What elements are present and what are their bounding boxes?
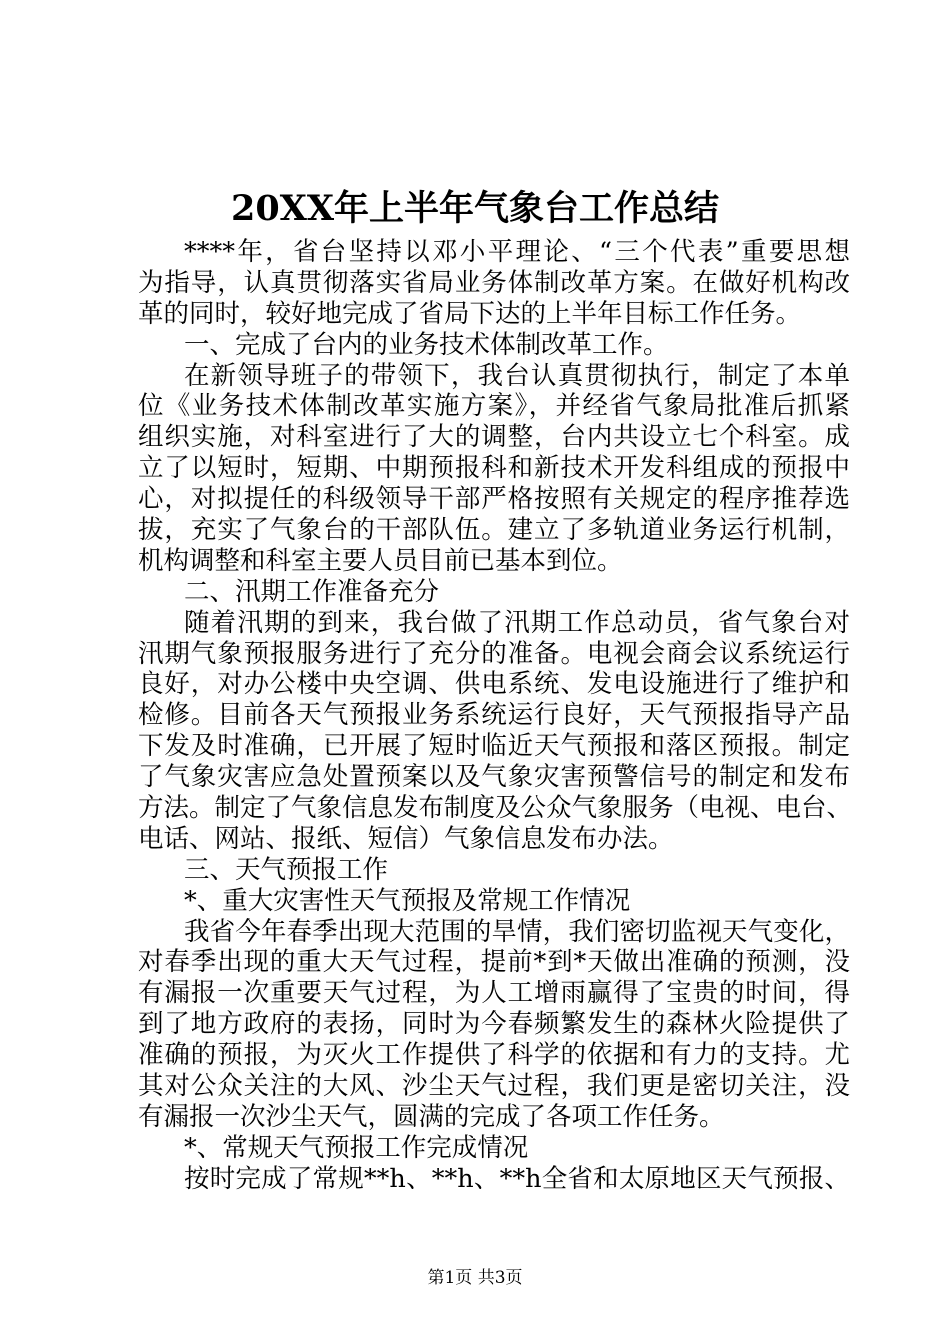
body-line: 拔，充实了气象台的干部队伍。建立了多轨道业务运行机制， — [138, 515, 850, 546]
body-line: 位《业务技术体制改革实施方案》，并经省气象局批准后抓紧 — [138, 391, 850, 422]
body-line: 其对公众关注的大风、沙尘天气过程，我们更是密切关注，没 — [138, 1071, 850, 1102]
body-line: 在新领导班子的带领下，我台认真贯彻执行，制定了本单 — [184, 360, 850, 391]
body-line: 对春季出现的重大天气过程，提前*到*天做出准确的预测，没 — [138, 947, 850, 978]
body-line: 为指导，认真贯彻落实省局业务体制改革方案。在做好机构改 — [138, 267, 850, 298]
body-line: 心，对拟提任的科级领导干部严格按照有关规定的程序推荐选 — [138, 484, 850, 515]
body-line: 组织实施，对科室进行了大的调整，台内共设立七个科室。成 — [138, 422, 850, 453]
body-line: 良好，对办公楼中央空调、供电系统、发电设施进行了维护和 — [138, 669, 850, 700]
body-line: 汛期气象预报服务进行了充分的准备。电视会商会议系统运行 — [138, 638, 850, 669]
section-heading: 三、天气预报工作 — [184, 854, 389, 885]
body-line: 有漏报一次沙尘天气，圆满的完成了各项工作任务。 — [138, 1101, 725, 1132]
body-line: 下发及时准确，已开展了短时临近天气预报和落区预报。制定 — [138, 731, 850, 762]
body-line: 革的同时，较好地完成了省局下达的上半年目标工作任务。 — [138, 298, 802, 329]
body-line: ****年，省台坚持以邓小平理论、“三个代表”重要思想 — [184, 237, 850, 267]
section-heading: 二、汛期工作准备充分 — [184, 576, 440, 607]
subsection-heading: *、重大灾害性天气预报及常规工作情况 — [184, 885, 631, 916]
body-line: 方法。制定了气象信息发布制度及公众气象服务（电视、电台、 — [138, 793, 853, 824]
body-line: 了气象灾害应急处置预案以及气象灾害预警信号的制定和发布 — [138, 762, 850, 793]
body-line: 按时完成了常规**h、**h、**h全省和太原地区天气预报、 — [184, 1163, 850, 1194]
body-line: 到了地方政府的表扬，同时为今春频繁发生的森林火险提供了 — [138, 1009, 850, 1040]
body-line: 准确的预报，为灭火工作提供了科学的依据和有力的支持。尤 — [138, 1040, 850, 1071]
body-line: 检修。目前各天气预报业务系统运行良好，天气预报指导产品 — [138, 700, 850, 731]
subsection-heading: *、常规天气预报工作完成情况 — [184, 1132, 529, 1163]
body-line: 我省今年春季出现大范围的旱情，我们密切监视天气变化， — [184, 916, 850, 947]
body-line: 立了以短时，短期、中期预报科和新技术开发科组成的预报中 — [138, 453, 850, 484]
document-body — [138, 237, 853, 1195]
page-footer: 第1页 共3页 — [427, 1268, 523, 1288]
document-title: 20XX年上半年气象台工作总结 — [230, 188, 720, 229]
section-heading: 一、完成了台内的业务技术体制改革工作。 — [184, 329, 669, 360]
body-line: 电话、网站、报纸、短信）气象信息发布办法。 — [138, 823, 674, 854]
body-line: 有漏报一次重要天气过程，为人工增雨赢得了宝贵的时间，得 — [138, 978, 850, 1009]
body-line: 机构调整和科室主要人员目前已基本到位。 — [138, 545, 623, 576]
body-line: 随着汛期的到来，我台做了汛期工作总动员，省气象台对 — [184, 607, 850, 638]
